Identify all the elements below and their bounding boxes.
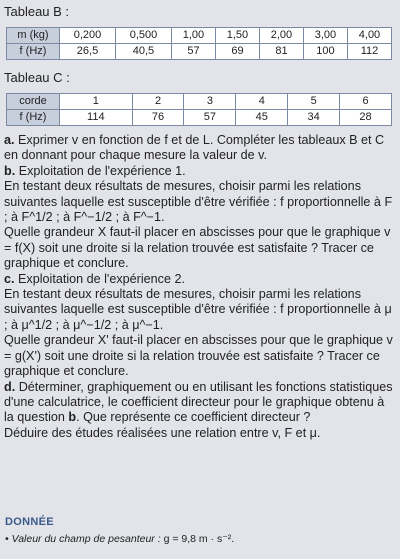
table-c-frequency-cell: 45 bbox=[236, 110, 288, 126]
table-b-title: Tableau B : bbox=[4, 4, 70, 19]
table-b bbox=[6, 27, 392, 60]
donnee-title: DONNÉE bbox=[5, 516, 54, 528]
table-c-frequency-cell: 114 bbox=[60, 110, 133, 126]
table-c-corde-cell: 4 bbox=[236, 94, 288, 110]
question-b-1: En testant deux résultats de mesures, choisir parmi les relations suivantes laquelle est susceptible d'être vérifiée : f proportionnelle à F ; à F^1/2 ; à F^−1/2 ; à F^−1. bbox=[4, 179, 393, 225]
question-a: a. Exprimer v en fonction de f et de L. Compléter les tableaux B et C en donnant pour chaque mesure la valeur de v. bbox=[4, 133, 385, 163]
table-b-row-mass bbox=[7, 28, 392, 44]
table-b-frequency-cell: 26,5 bbox=[60, 44, 116, 60]
table-b-mass-cell: 3,00 bbox=[303, 28, 347, 44]
table-c-corde-cell: 5 bbox=[288, 94, 340, 110]
table-b-mass-cell: 1,00 bbox=[171, 28, 215, 44]
table-c-frequency-cell: 76 bbox=[132, 110, 184, 126]
table-c-corde-cell: 1 bbox=[60, 94, 133, 110]
exercise-text bbox=[4, 133, 396, 441]
table-b-row-frequency bbox=[7, 44, 392, 60]
table-b-row2-header: f (Hz) bbox=[7, 44, 60, 60]
table-b-mass-cell: 1,50 bbox=[215, 28, 259, 44]
table-b-mass-cell: 4,00 bbox=[347, 28, 391, 44]
table-b-frequency-cell: 40,5 bbox=[115, 44, 171, 60]
table-c-row-frequency bbox=[7, 110, 392, 126]
donnee-text: • Valeur du champ de pesanteur : g = 9,8 m · s⁻². bbox=[5, 533, 235, 545]
question-c-1: En testant deux résultats de mesures, choisir parmi les relations suivantes laquelle est susceptible d'être vérifiée : f proportionnelle à μ ; à μ^1/2 ; à μ^−1/2 ; à μ^−1. bbox=[4, 287, 392, 332]
table-b-frequency-cell: 112 bbox=[347, 44, 391, 60]
table-c-row-corde bbox=[7, 94, 392, 110]
question-b-title: b. Exploitation de l'expérience 1. bbox=[4, 163, 186, 178]
table-c-corde-cell: 2 bbox=[132, 94, 184, 110]
question-b-2: Quelle grandeur X faut-il placer en abscisses pour que le graphique v = f(X) soit une droite si la relation trouvée est satisfaite ? Tracer ce graphique et conclure. bbox=[4, 225, 391, 271]
table-b-mass-cell: 0,500 bbox=[115, 28, 171, 44]
table-c bbox=[6, 93, 392, 126]
table-c-frequency-cell: 28 bbox=[340, 110, 392, 126]
table-c-corde-cell: 6 bbox=[340, 94, 392, 110]
table-c-title: Tableau C : bbox=[4, 70, 70, 85]
table-b-mass-cell: 0,200 bbox=[60, 28, 116, 44]
question-c-title: c. Exploitation de l'expérience 2. bbox=[4, 271, 185, 286]
question-c-2: Quelle grandeur X' faut-il placer en abscisses pour que le graphique v = g(X') soit une droite si la relation trouvée est satisfaite ? Tracer ce graphique et conclure. bbox=[4, 333, 393, 379]
table-c-frequency-cell: 34 bbox=[288, 110, 340, 126]
table-c-frequency-cell: 57 bbox=[184, 110, 236, 126]
question-d-2: Déduire des études réalisées une relation entre v, F et μ. bbox=[4, 425, 321, 440]
table-c-corde-cell: 3 bbox=[184, 94, 236, 110]
table-c-row1-header: corde bbox=[7, 94, 60, 110]
table-b-mass-cell: 2,00 bbox=[259, 28, 303, 44]
table-c-row2-header: f (Hz) bbox=[7, 110, 60, 126]
table-b-frequency-cell: 81 bbox=[259, 44, 303, 60]
question-d-1: d. Déterminer, graphiquement ou en utilisant les fonctions statistiques d'une calculatrice, le coefficient directeur pour le graphique obtenu à la question b. Que représente ce coefficient directeur ? bbox=[4, 379, 393, 425]
table-b-frequency-cell: 100 bbox=[303, 44, 347, 60]
table-b-frequency-cell: 69 bbox=[215, 44, 259, 60]
table-b-row1-header: m (kg) bbox=[7, 28, 60, 44]
table-b-frequency-cell: 57 bbox=[171, 44, 215, 60]
